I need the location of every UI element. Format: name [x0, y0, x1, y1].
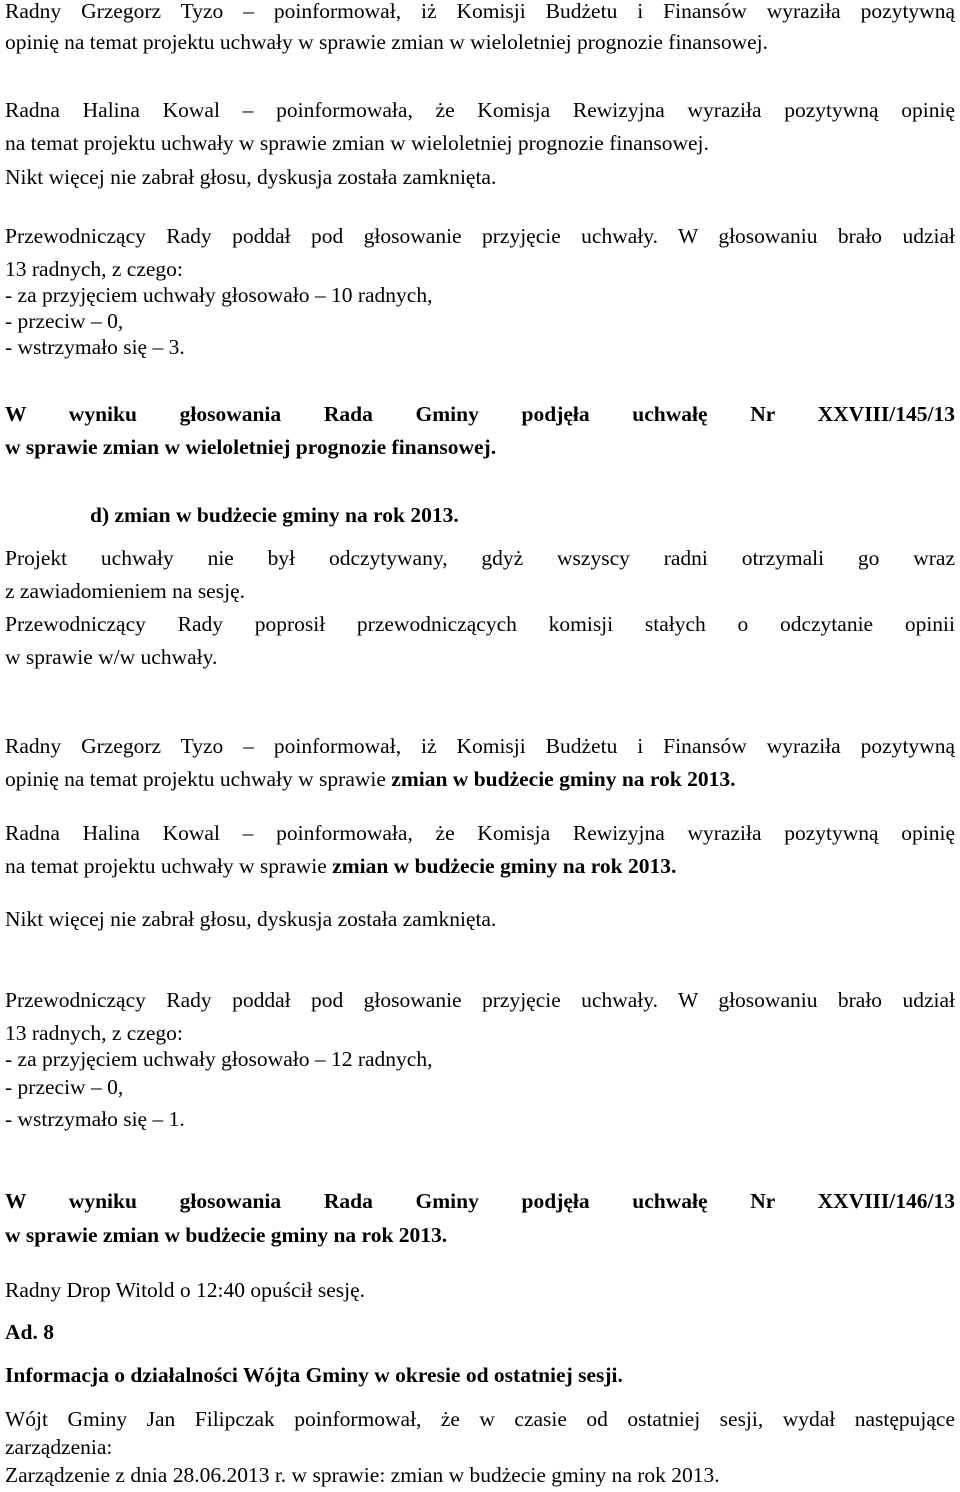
paragraph-line: Projekt uchwały nie był odczytywany, gdyż wszyscy radni otrzymali go wraz — [5, 546, 955, 570]
agenda-item-number: Ad. 8 — [5, 1320, 54, 1344]
paragraph-line: 13 radnych, z czego: — [5, 257, 183, 281]
paragraph-line: Radny Grzegorz Tyzo – poinformował, iż Komisji Budżetu i Finansów wyraziła pozytywną — [5, 734, 955, 758]
paragraph-line: Wójt Gminy Jan Filipczak poinformował, że w czasie od ostatniej sesji, wydał następujące — [5, 1407, 955, 1431]
paragraph-line: Przewodniczący Rady poddał pod głosowanie przyjęcie uchwały. W głosowaniu brało udział — [5, 988, 955, 1012]
vote-against-line: - przeciw – 0, — [5, 1075, 124, 1099]
paragraph-line — [5, 853, 676, 879]
vote-abstain-line: - wstrzymało się – 1. — [5, 1107, 185, 1131]
bold-text-run: zmian w budżecie gminy na rok 2013. — [332, 854, 677, 878]
paragraph-line: Radny Grzegorz Tyzo – poinformował, iż Komisji Budżetu i Finansów wyraziła pozytywną — [5, 0, 955, 23]
resolution-line: W wyniku głosowania Rada Gminy podjęła uchwałę Nr XXVIII/146/13 — [5, 1189, 955, 1213]
paragraph-line: opinię na temat projektu uchwały w sprawie zmian w wieloletniej prognozie finansowej. — [5, 30, 769, 54]
paragraph-line: 13 radnych, z czego: — [5, 1021, 183, 1045]
paragraph-line: zarządzenia: — [5, 1435, 113, 1459]
paragraph-line: Przewodniczący Rady poprosił przewodniczących komisji stałych o odczytanie opinii — [5, 612, 955, 636]
text-run: opinię na temat projektu uchwały w sprawie — [5, 767, 392, 791]
paragraph-line: Zarządzenie z dnia 28.06.2013 r. w sprawie: zmian w budżecie gminy na rok 2013. — [5, 1463, 720, 1487]
paragraph-line: z zawiadomieniem na sesję. — [5, 579, 245, 603]
vote-abstain-line: - wstrzymało się – 3. — [5, 335, 185, 359]
vote-against-line: - przeciw – 0, — [5, 309, 124, 333]
paragraph-line — [5, 766, 736, 792]
paragraph-line: Radna Halina Kowal – poinformowała, że Komisja Rewizyjna wyraziła pozytywną opinię — [5, 821, 955, 845]
paragraph-line: Przewodniczący Rady poddał pod głosowanie przyjęcie uchwały. W głosowaniu brało udział — [5, 224, 955, 248]
section-heading-d: d) zmian w budżecie gminy na rok 2013. — [90, 503, 459, 527]
text-run: na temat projektu uchwały w sprawie — [5, 854, 333, 878]
paragraph-line: Nikt więcej nie zabrał głosu, dyskusja została zamknięta. — [5, 165, 497, 189]
vote-for-line: - za przyjęciem uchwały głosowało – 12 radnych, — [5, 1047, 433, 1071]
resolution-line: W wyniku głosowania Rada Gminy podjęła uchwałę Nr XXVIII/145/13 — [5, 402, 955, 426]
agenda-item-title: Informacja o działalności Wójta Gminy w okresie od ostatniej sesji. — [5, 1363, 623, 1387]
paragraph-line: w sprawie w/w uchwały. — [5, 645, 218, 669]
vote-for-line: - za przyjęciem uchwały głosowało – 10 radnych, — [5, 283, 433, 307]
paragraph-line: Radny Drop Witold o 12:40 opuścił sesję. — [5, 1278, 366, 1302]
paragraph-line: Nikt więcej nie zabrał głosu, dyskusja została zamknięta. — [5, 907, 497, 931]
resolution-line: w sprawie zmian w budżecie gminy na rok 2013. — [5, 1223, 448, 1247]
resolution-line: w sprawie zmian w wieloletniej prognozie finansowej. — [5, 435, 497, 459]
paragraph-line: Radna Halina Kowal – poinformowała, że Komisja Rewizyjna wyraziła pozytywną opinię — [5, 98, 955, 122]
paragraph-line: na temat projektu uchwały w sprawie zmian w wieloletniej prognozie finansowej. — [5, 131, 709, 155]
bold-text-run: zmian w budżecie gminy na rok 2013. — [391, 767, 736, 791]
